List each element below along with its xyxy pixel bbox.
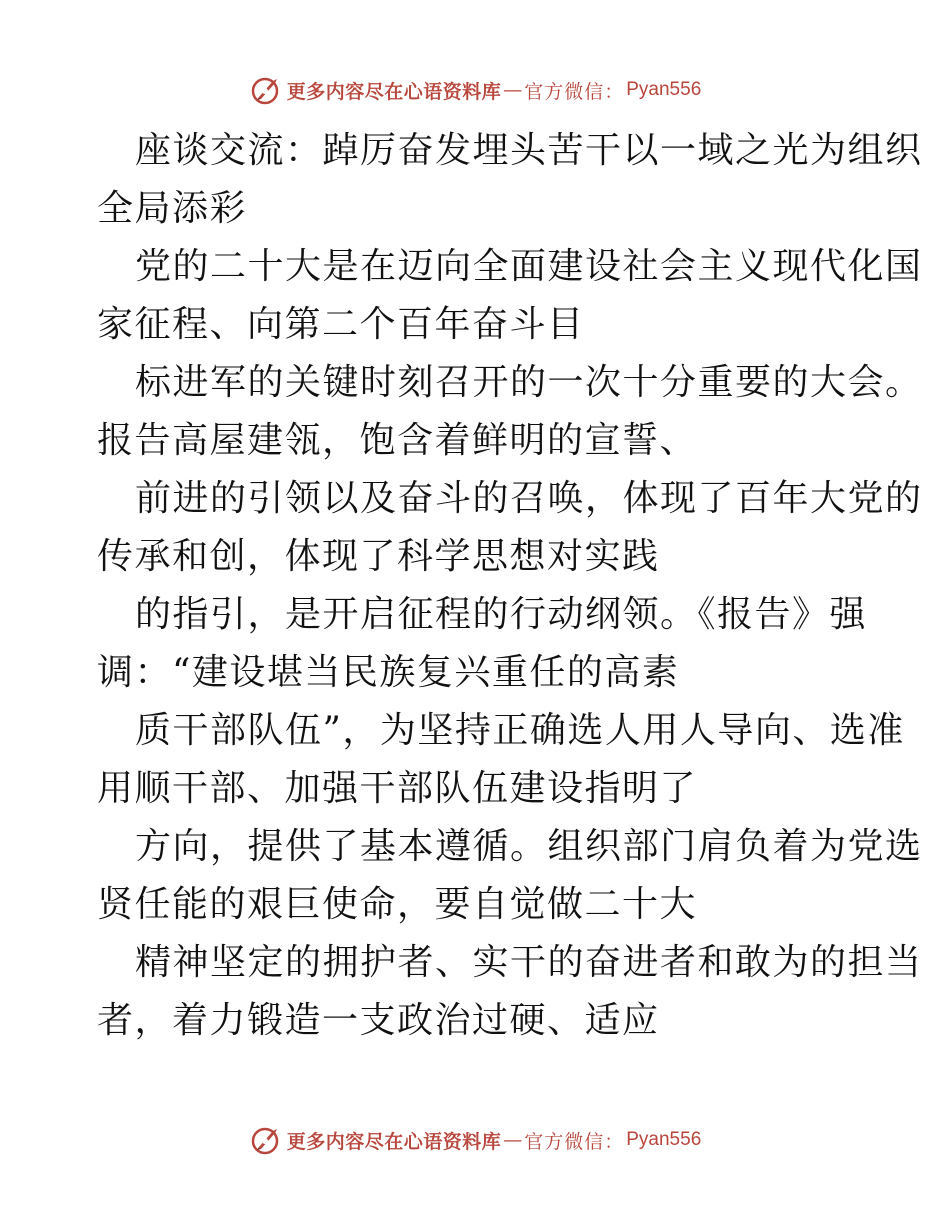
text-line-1: 座谈交流：踔厉奋发埋头苦干以一域之光为组织 <box>135 130 923 171</box>
text-line-7: 前进的引领以及奋斗的召唤，体现了百年大党的 <box>135 478 923 519</box>
header-watermark-banner <box>0 70 950 110</box>
separator-dash: — <box>503 1129 523 1151</box>
brand-text: 更多内容尽在心语资料库 <box>286 80 502 103</box>
footer-watermark-banner <box>0 1120 950 1160</box>
text-line-4: 家征程、向第二个百年奋斗目 <box>97 304 585 345</box>
text-line-2: 全局添彩 <box>97 188 248 229</box>
separator-dash: — <box>503 79 523 101</box>
text-line-6: 报告高屋建瓴，饱含着鲜明的宣誓、 <box>97 420 698 461</box>
wechat-id: Pyan556 <box>626 1129 702 1150</box>
pen-logo-icon <box>249 1123 283 1157</box>
text-line-13: 方向，提供了基本遵循。组织部门肩负着为党选 <box>135 826 923 867</box>
text-line-8: 传承和创，体现了科学思想对实践 <box>97 536 660 577</box>
pen-logo-icon <box>249 73 283 107</box>
brand-text: 更多内容尽在心语资料库 <box>286 1130 502 1153</box>
document-body <box>97 122 923 1050</box>
text-line-3: 党的二十大是在迈向全面建设社会主义现代化国 <box>135 246 923 287</box>
wechat-label: 官方微信： <box>524 80 625 103</box>
text-line-16: 者，着力锻造一支政治过硬、适应 <box>97 1000 660 1041</box>
text-line-15: 精神坚定的拥护者、实干的奋进者和敢为的担当 <box>135 942 923 983</box>
text-line-11: 质干部队伍”，为坚持正确选人用人导向、选准 <box>135 710 905 751</box>
text-line-12: 用顺干部、加强干部队伍建设指明了 <box>97 768 698 809</box>
wechat-label: 官方微信： <box>524 1130 625 1153</box>
text-line-9: 的指引，是开启征程的行动纲领。《报告》强 <box>135 594 868 635</box>
text-line-10: 调：“建设堪当民族复兴重任的高素 <box>97 652 680 693</box>
text-line-5: 标进军的关键时刻召开的一次十分重要的大会。 <box>135 362 923 403</box>
text-line-14: 贤任能的艰巨使命，要自觉做二十大 <box>97 884 698 925</box>
wechat-id: Pyan556 <box>626 79 702 100</box>
